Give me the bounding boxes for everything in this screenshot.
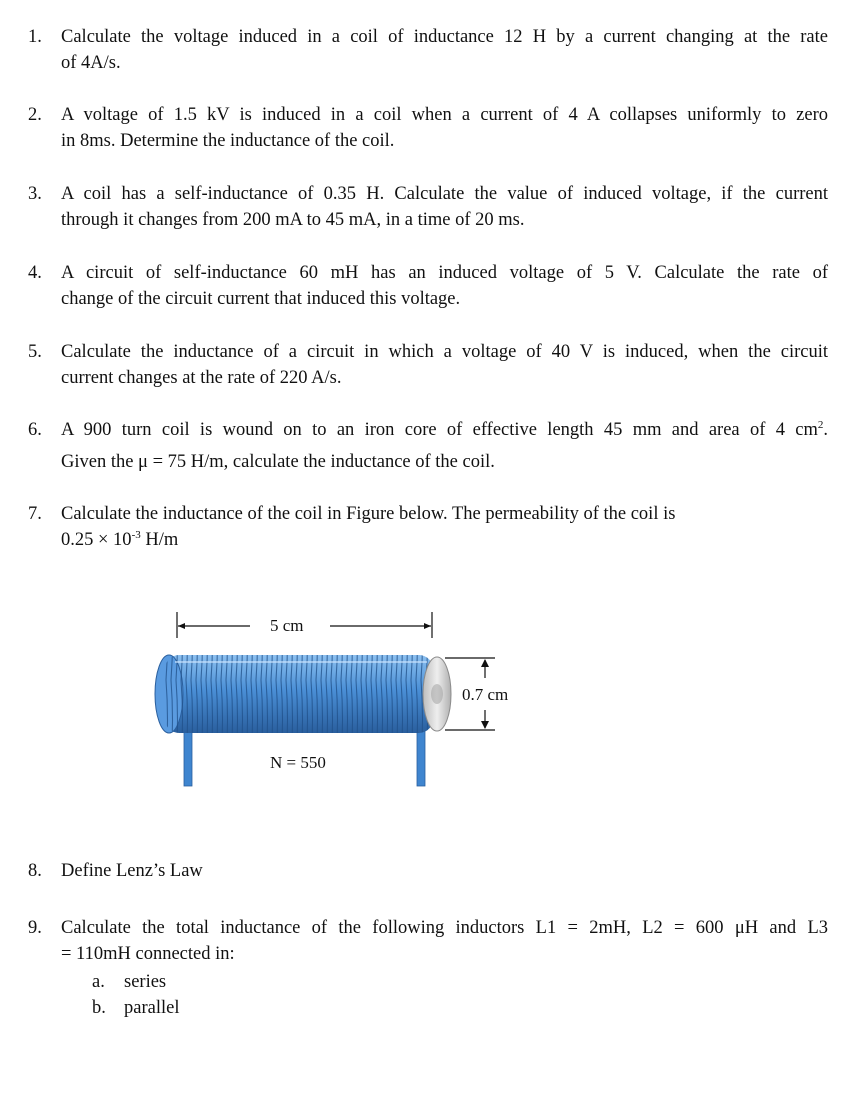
coil-figure [135, 600, 535, 800]
question-9 [28, 915, 828, 967]
question-text: A voltage of 1.5 kV is induced in a coil when a current of 4 A collapses uniformly to zero [61, 105, 828, 125]
question-text: = 110mH connected in: [61, 944, 235, 964]
question-number: 9. [28, 918, 42, 938]
question-3 [28, 181, 828, 233]
question-number: 2. [28, 105, 42, 125]
question-text: of 4A/s. [61, 53, 121, 73]
subitem-text: series [124, 972, 167, 992]
question-text: Calculate the inductance of the coil in Figure below. The permeability of the coil is [61, 504, 676, 524]
question-text: A 900 turn coil is wound on to an iron core of effective length 45 mm and area of 4 $cm^2$. [61, 419, 828, 440]
diameter-label: 0.7 cm [462, 685, 509, 704]
question-text: Calculate the voltage induced in a coil of inductance 12 H by a current changing at the rate [61, 27, 828, 47]
question-text: change of the circuit current that induced this voltage. [61, 289, 461, 309]
question-text: Calculate the total inductance of the following inductors L1 = 2mH, L2 = 600 μH and L3 [61, 918, 828, 938]
question-number: 4. [28, 263, 42, 283]
question-text: A coil has a self-inductance of 0.35 H. Calculate the value of induced voltage, if the current [61, 184, 828, 204]
question-5 [28, 339, 828, 391]
question-6 [28, 417, 828, 475]
question-1 [28, 24, 828, 76]
question-text: Define Lenz’s Law [61, 861, 203, 881]
question-4 [28, 260, 828, 312]
core-end [431, 684, 443, 704]
question-2 [28, 102, 828, 154]
question-8 [28, 858, 828, 884]
turns-label: N = 550 [270, 753, 326, 772]
question-7 [28, 501, 828, 553]
subitem-letter: b. [92, 998, 106, 1018]
diameter-arrowhead-down [481, 721, 489, 729]
question-number: 3. [28, 184, 42, 204]
question-text: A circuit of self-inductance 60 mH has an induced voltage of 5 V. Calculate the rate of [61, 263, 828, 283]
arrowhead-left [178, 623, 185, 629]
question-number: 5. [28, 342, 42, 362]
subitem-a [92, 969, 166, 995]
question-number: 7. [28, 504, 42, 524]
question-text: through it changes from 200 mA to 45 mA, in a time of 20 ms. [61, 210, 525, 230]
coil-windings [165, 655, 433, 733]
question-text: Calculate the inductance of a circuit in which a voltage of 40 V is induced, when the circuit [61, 342, 828, 362]
subitem-letter: a. [92, 972, 105, 992]
length-label: 5 cm [270, 616, 304, 635]
arrowhead-right [424, 623, 431, 629]
subitem-b [92, 995, 179, 1021]
diameter-arrowhead-up [481, 659, 489, 667]
question-text: in 8ms. Determine the inductance of the coil. [61, 131, 395, 151]
question-text: Given the μ = 75 H/m, calculate the inductance of the coil. [61, 452, 495, 472]
question-text: current changes at the rate of 220 A/s. [61, 368, 342, 388]
subitem-text: parallel [124, 998, 180, 1018]
question-number: 6. [28, 420, 42, 440]
question-text: $0.25 \times 10^{-3}$ H/m [61, 529, 179, 550]
question-number: 8. [28, 861, 42, 881]
question-number: 1. [28, 27, 42, 47]
